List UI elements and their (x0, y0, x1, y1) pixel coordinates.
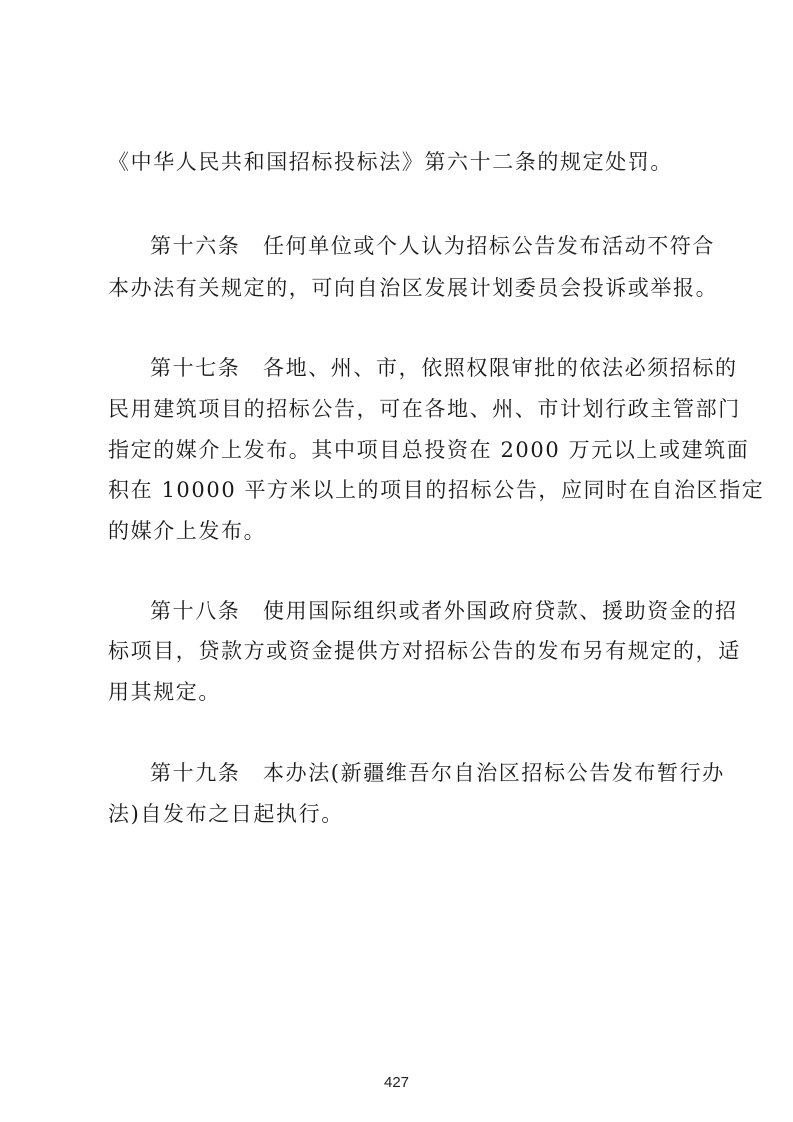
article-18-line-2: 标项目，贷款方或资金提供方对招标公告的发布另有规定的，适 (108, 639, 741, 663)
article-17-line-1: 第十七条 各地、州、市，依照权限审批的依法必须招标的 (150, 356, 738, 380)
article-18-line-1: 第十八条 使用国际组织或者外国政府贷款、援助资金的招 (150, 599, 738, 623)
article-18-line-3: 用其规定。 (108, 680, 221, 704)
article-15-continuation: 《中华人民共和国招标投标法》第六十二条的规定处罚。 (108, 150, 673, 174)
article-19-line-1: 第十九条 本办法(新疆维吾尔自治区招标公告发布暂行办 (150, 761, 725, 785)
article-17-line-4: 积在 10000 平方米以上的项目的招标公告，应同时在自治区指定 (108, 478, 765, 502)
article-19-line-2: 法)自发布之日起执行。 (108, 802, 344, 826)
page-number: 427 (383, 1074, 410, 1091)
article-16-line-2: 本办法有关规定的，可向自治区发展计划委员会投诉或举报。 (108, 276, 719, 300)
article-16-line-1: 第十六条 任何单位或个人认为招标公告发布活动不符合 (150, 234, 715, 258)
article-17-line-3: 指定的媒介上发布。其中项目总投资在 2000 万元以上或建筑面 (108, 438, 750, 462)
article-17-line-5: 的媒介上发布。 (108, 519, 267, 543)
article-17-line-2: 民用建筑项目的招标公告，可在各地、州、市计划行政主管部门 (108, 397, 741, 421)
